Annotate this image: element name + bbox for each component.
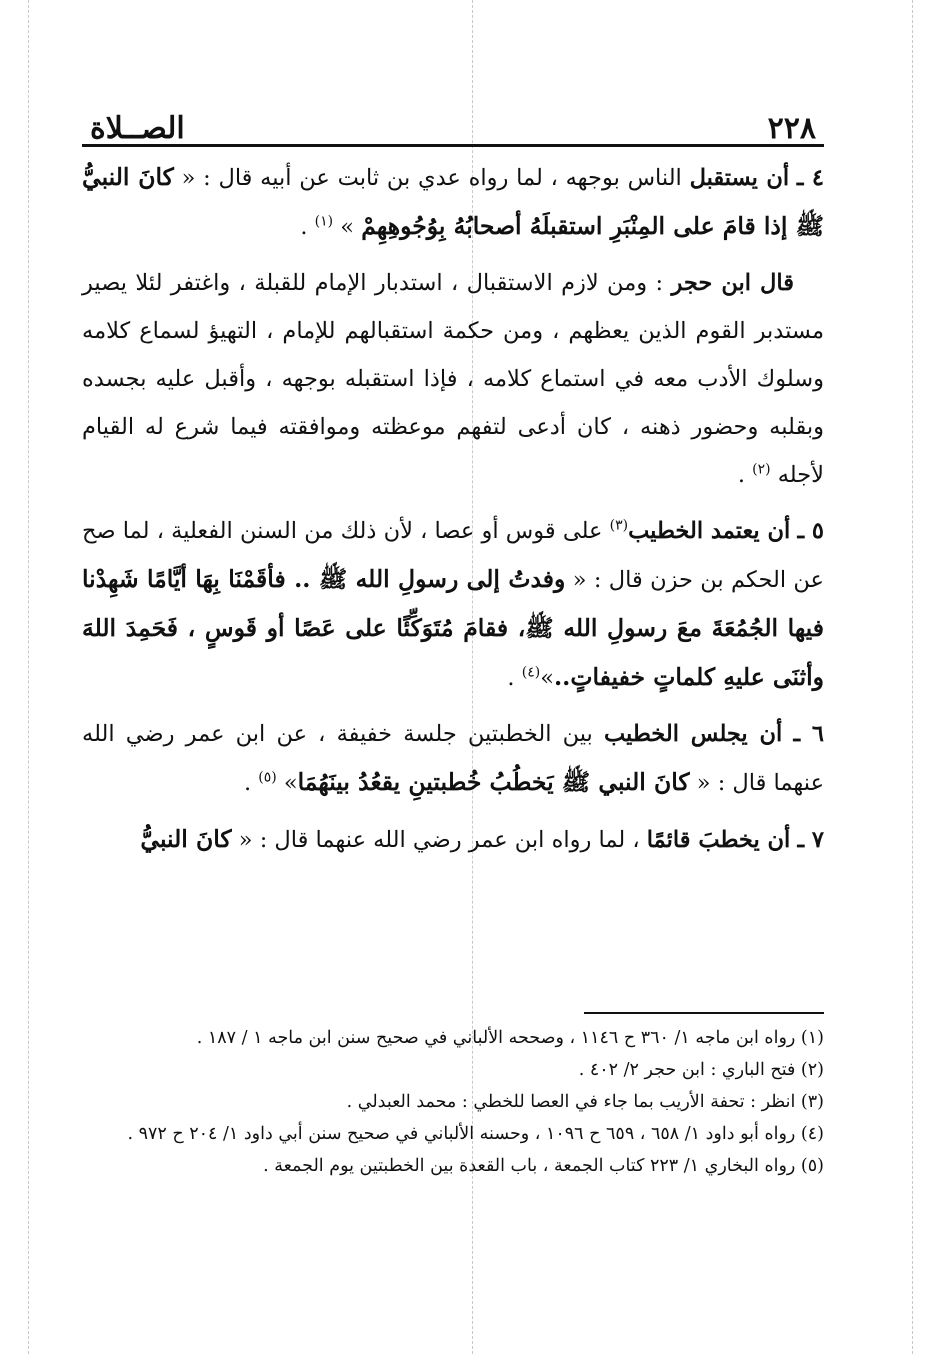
list-item bbox=[82, 710, 824, 807]
page-number: ٢٢٨ bbox=[767, 111, 816, 146]
item-number: ٥ ـ bbox=[797, 518, 825, 544]
footnote-ref: (١) bbox=[314, 213, 334, 230]
list-item bbox=[82, 815, 824, 864]
item-lead: أن يجلس الخطيب bbox=[603, 721, 783, 747]
footnote: (١) رواه ابن ماجه ١/ ٣٦٠ ح ١١٤٦ ، وصححه الألباني في صحيح سنن ابن ماجه ١ / ١٨٧ . bbox=[196, 1028, 824, 1048]
item-text: الناس بوجهه ، لما رواه عدي بن ثابت عن أبيه قال : « bbox=[173, 165, 690, 191]
book-page bbox=[82, 92, 824, 872]
footnotes bbox=[82, 1012, 824, 1182]
quote-paragraph bbox=[82, 259, 824, 499]
page-body bbox=[82, 153, 824, 864]
footnote-ref: (٢) bbox=[752, 461, 771, 478]
item-number: ٧ ـ bbox=[797, 827, 824, 853]
hadith-quote: كانَ النبيُّ ﷺ إذا قامَ على المِنْبَرِ استقبلَهُ أصحابُهُ بِوُجُوهِهِمْ bbox=[82, 163, 824, 240]
footnote-divider bbox=[584, 1012, 824, 1014]
quote-close: » bbox=[333, 214, 362, 240]
item-text: ، لما رواه ابن عمر رضي الله عنهما قال : « bbox=[231, 827, 647, 853]
item-text: بين الخطبتين جلسة خفيفة ، عن ابن عمر رضي الله عنهما قال : « bbox=[82, 721, 824, 796]
hadith-quote: كانَ النبيُّ bbox=[140, 825, 232, 853]
item-lead: أن يعتمد الخطيب bbox=[628, 518, 791, 544]
footnote-ref: (٥) bbox=[258, 769, 277, 786]
item-end: . bbox=[243, 770, 259, 796]
page-header bbox=[82, 92, 824, 147]
item-lead: أن يستقبل bbox=[689, 165, 790, 191]
hadith-quote: كانَ النبي ﷺ يَخطُبُ خُطبتينِ يقعُدُ بينَهُمَا bbox=[297, 768, 690, 796]
quote-close: » bbox=[276, 770, 298, 796]
list-item bbox=[82, 153, 824, 251]
footnote-ref: (٣) bbox=[609, 517, 629, 534]
item-lead: أن يخطبَ قائمًا bbox=[646, 827, 791, 853]
page-title: الصــلاة bbox=[90, 111, 185, 146]
item-end: . bbox=[507, 665, 522, 691]
footnote: (٣) انظر : تحفة الأريب بما جاء في العصا للخطي : محمد العبدلي . bbox=[346, 1092, 824, 1112]
footnote: (٥) رواه البخاري ١/ ٢٢٣ كتاب الجمعة ، باب القعدة بين الخطبتين يوم الجمعة . bbox=[263, 1156, 824, 1176]
list-item bbox=[82, 507, 824, 702]
item-number: ٤ ـ bbox=[796, 165, 824, 191]
footnote: (٤) رواه أبو داود ١/ ٦٥٨ ، ٦٥٩ ح ١٠٩٦ ، وحسنه الألباني في صحيح سنن أبي داود ١/ ٢٠٤ ح ٩٧٢ . bbox=[127, 1124, 824, 1144]
item-end: . bbox=[300, 214, 315, 240]
item-number: ٦ ـ bbox=[793, 721, 824, 747]
quote-close: » bbox=[540, 665, 554, 691]
item-text: على قوس أو عصا ، لأن ذلك من السنن الفعلية ، لما صح عن الحكم بن حزن قال : « bbox=[82, 518, 824, 593]
quote-text: : ومن لازم الاستقبال ، استدبار الإمام للقبلة ، واغتفر لئلا يصير مستدبر القوم الذين يعظهم ، ومن حكمة استقبالهم للإمام ، التهيؤ لسماع كلامه وسلوك الأدب معه في استماع كلامه ، فإذا استقبله بوجهه ، وأقبل عليه بجسده وبقلبه وحضور ذهنه ، كان أدعى لتفهم موعظته وموافقته فيما شرع له القيام لأجله bbox=[82, 270, 824, 488]
hadith-quote: وفدتُ إلى رسولِ الله ﷺ .. فأقَمْنَا بِهَا أيَّامًا شَهِدْنا فيها الجُمُعَةَ معَ رسولِ الله ﷺ، فقامَ مُتَوَكِّئًا على عَصًا أو قَوسٍ ، فَحَمِدَ اللهَ وأثنَى عليهِ كلماتٍ خفيفاتٍ.. bbox=[82, 565, 824, 691]
footnote: (٢) فتح الباري : ابن حجر ٢/ ٤٠٢ . bbox=[578, 1060, 824, 1080]
quote-lead: قال ابن حجر bbox=[671, 270, 794, 296]
quote-end: . bbox=[737, 462, 753, 488]
footnote-ref: (٤) bbox=[521, 664, 541, 681]
